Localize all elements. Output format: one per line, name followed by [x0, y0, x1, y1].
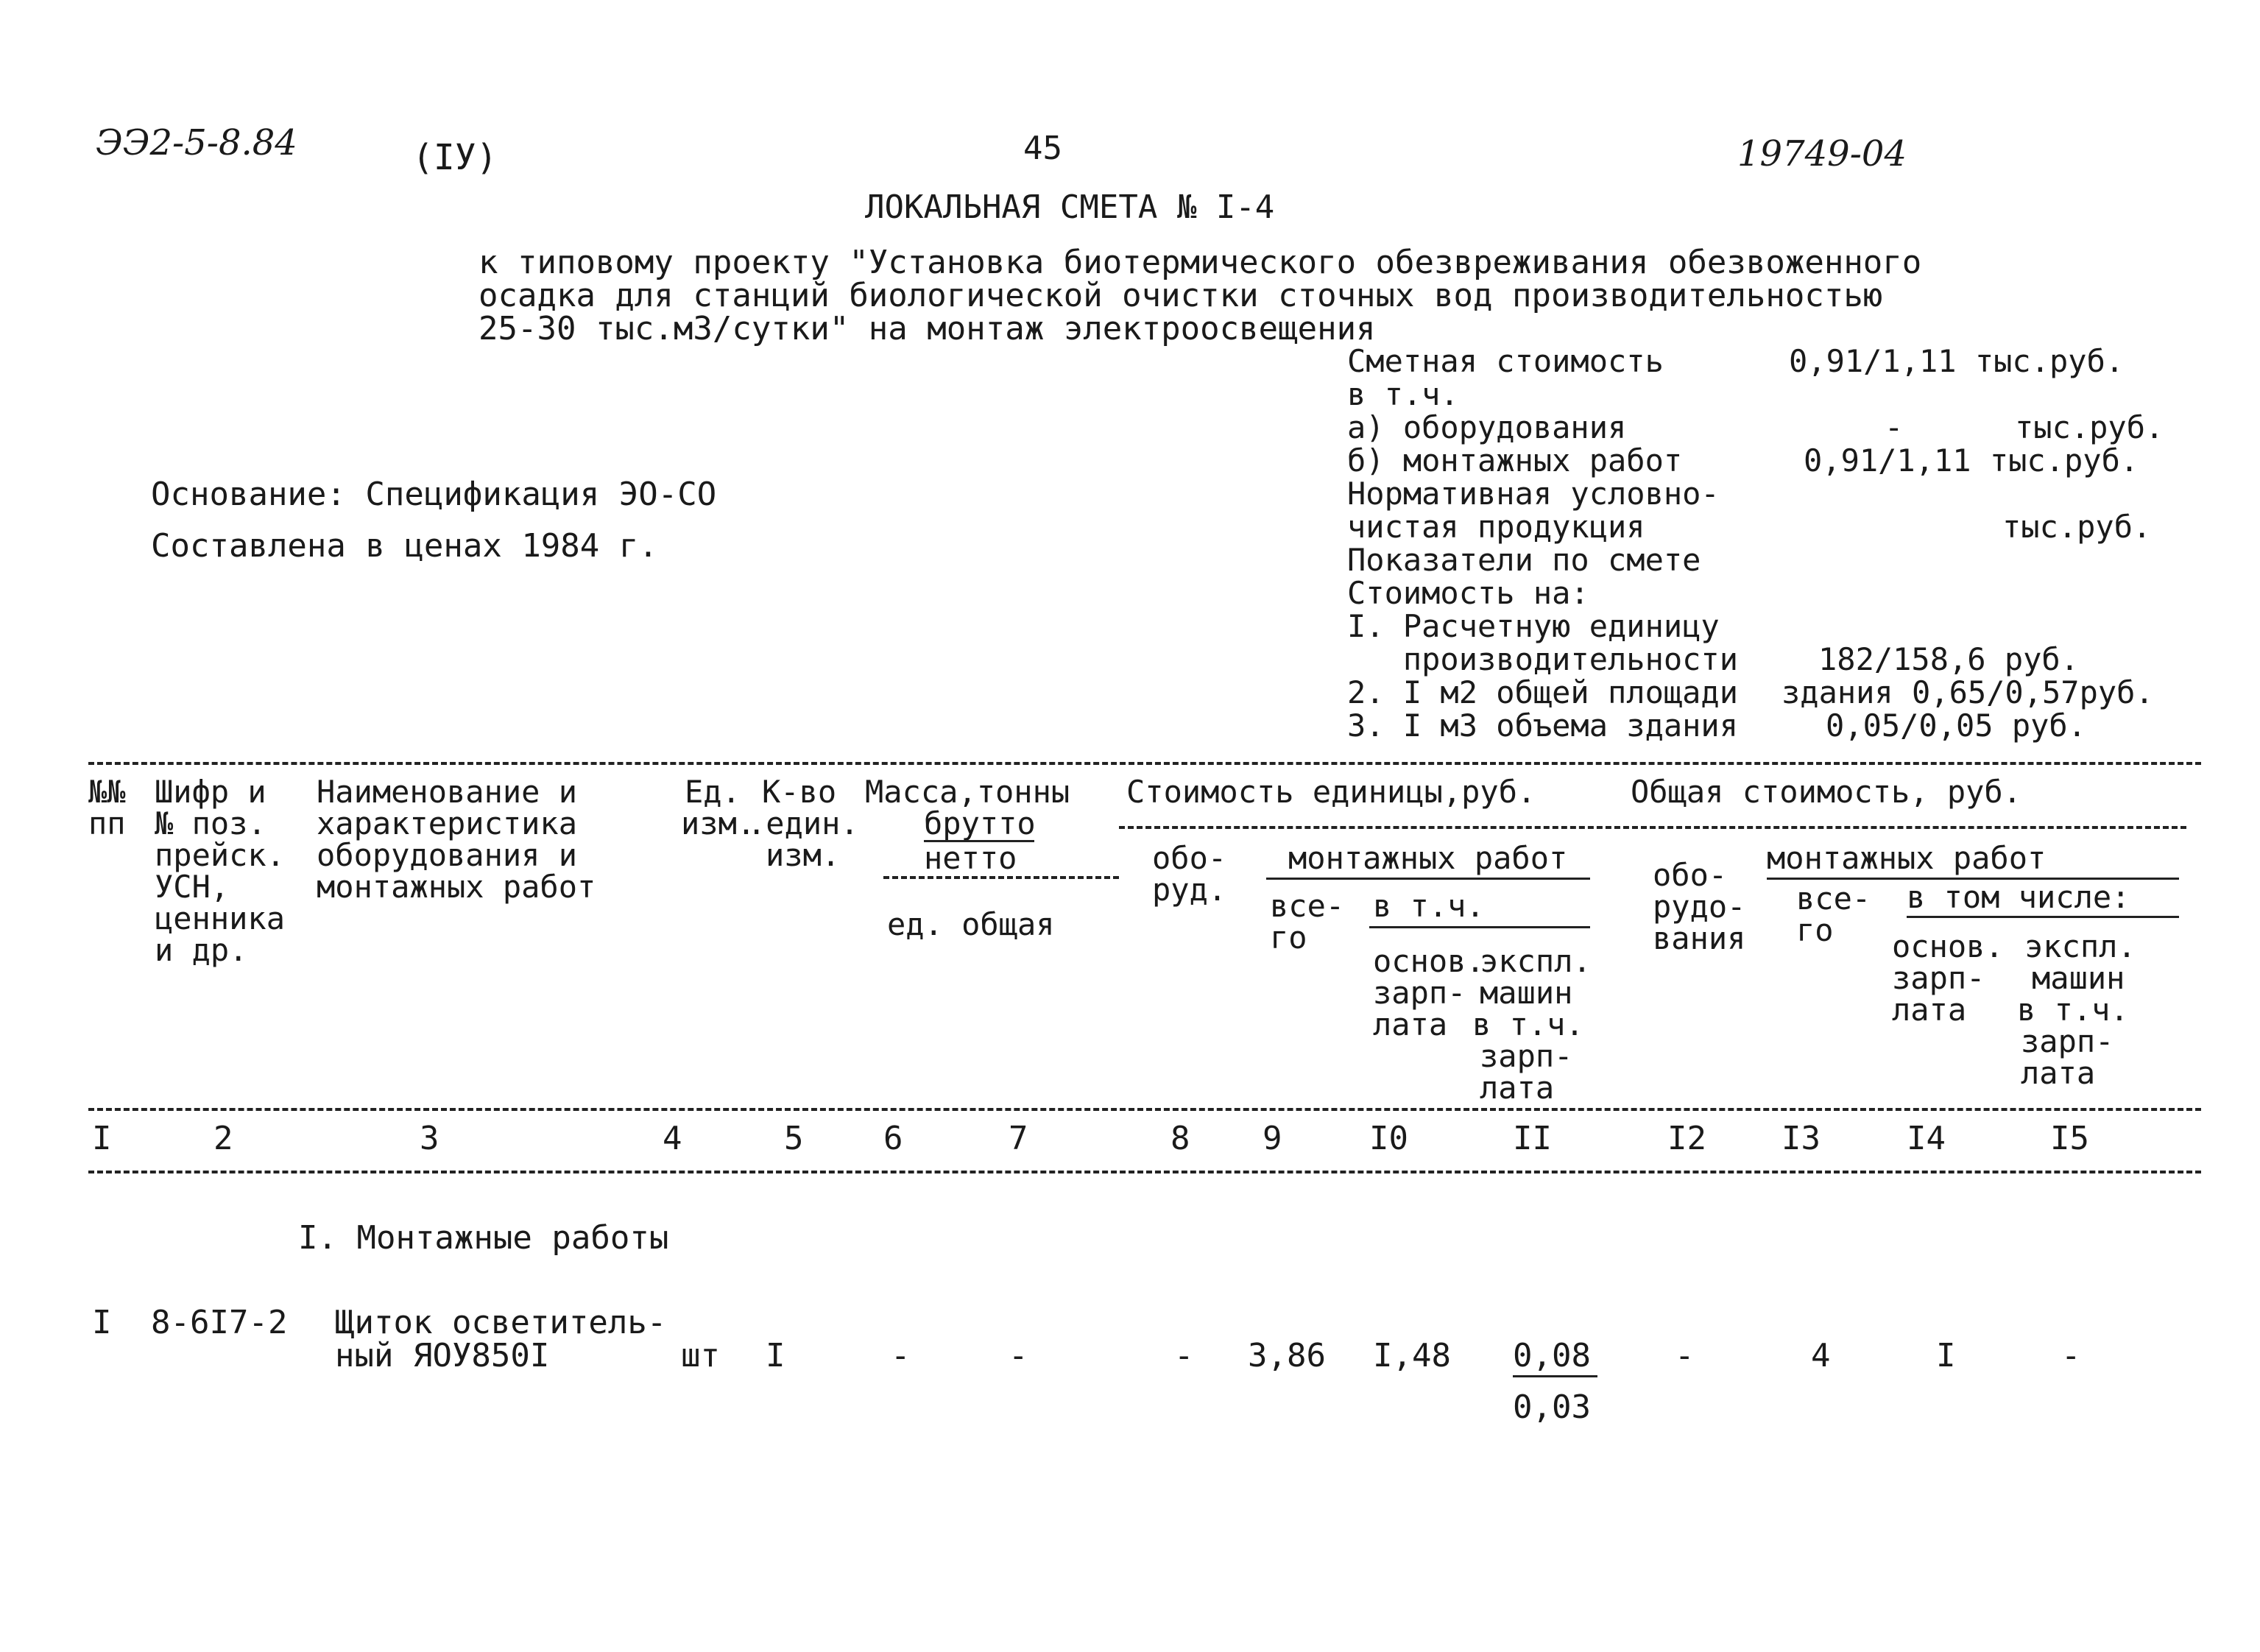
column-number: 9 [1263, 1120, 1282, 1157]
header-equip-total: рудо- [1653, 889, 1746, 925]
header-col2: прейск. [155, 837, 286, 873]
numbers-bottom-rule [88, 1171, 2201, 1173]
header-col4: изм. [681, 805, 756, 841]
header-mach-unit: в т.ч. [1472, 1006, 1584, 1042]
document-title: ЛОКАЛЬНАЯ СМЕТА № I-4 [865, 188, 1275, 226]
header-total-total: все- [1796, 880, 1871, 917]
row-base-wage: I,48 [1373, 1337, 1451, 1374]
column-number: 2 [213, 1120, 233, 1157]
row-number: I [92, 1304, 112, 1341]
header-col2: УСН, [155, 869, 230, 905]
column-number: I4 [1907, 1120, 1946, 1157]
header-mach-total: экспл. [2024, 928, 2136, 964]
header-mass: Масса,тонны [865, 774, 1070, 810]
column-number: 3 [420, 1120, 439, 1157]
header-equip-unit: руд. [1152, 872, 1227, 908]
header-base-wage-unit: лата [1373, 1006, 1448, 1042]
header-mach-total: лата [2021, 1055, 2096, 1091]
summary-label: в т.ч. [1347, 376, 1459, 412]
header-col5: К-во [762, 774, 837, 810]
prices-line: Составлена в ценах 1984 г. [151, 527, 658, 565]
header-base-wage-total: зарп- [1892, 960, 1985, 996]
summary-label: а) оборудования [1347, 409, 1627, 445]
row-total-total: 4 [1811, 1337, 1831, 1374]
header-incl-total: в том числе: [1907, 879, 2130, 915]
column-number: I0 [1369, 1120, 1408, 1157]
header-mach-unit: экспл. [1480, 943, 1592, 979]
header-base-wage-total: лата [1892, 992, 1967, 1028]
header-base-wage-total: основ. [1892, 928, 2004, 964]
incl-total-underline [1907, 916, 2179, 918]
row-total: 3,86 [1248, 1337, 1326, 1374]
column-number: 5 [784, 1120, 804, 1157]
summary-label: 3. I м3 объема здания [1347, 707, 1739, 744]
row-code: 8-6I7-2 [151, 1304, 288, 1341]
column-number: 6 [883, 1120, 903, 1157]
header-bottom-rule [88, 1108, 2201, 1111]
row-name: Щиток осветитель- [335, 1304, 667, 1341]
header-total-cost: Общая стоимость, руб. [1631, 774, 2022, 810]
column-number: I5 [2050, 1120, 2089, 1157]
header-mount-total: монтажных работ [1767, 840, 2047, 876]
summary-label: чистая продукция [1347, 509, 1645, 545]
mount-unit-underline [1266, 878, 1590, 880]
header-mach-unit: машин [1480, 975, 1573, 1011]
section-mark: (IУ) [412, 137, 498, 178]
header-total-total: го [1796, 912, 1834, 948]
summary-label: производительности [1347, 641, 1739, 677]
column-number: I2 [1667, 1120, 1706, 1157]
column-number: I3 [1781, 1120, 1821, 1157]
header-incl-unit: в т.ч. [1373, 888, 1485, 924]
header-mach-total: зарп- [2021, 1023, 2114, 1059]
column-number: 7 [1009, 1120, 1028, 1157]
summary-label: б) монтажных работ [1347, 442, 1683, 479]
header-unit-cost: Стоимость единицы,руб. [1126, 774, 1536, 810]
header-base-wage-unit: зарп- [1373, 975, 1466, 1011]
header-total-unit: го [1270, 919, 1307, 956]
header-mass-unit: ед. общая [887, 906, 1055, 942]
row-mach-wage: 0,03 [1513, 1388, 1591, 1426]
header-col3: Наименование и [317, 774, 578, 810]
header-col2: Шифр и [155, 774, 266, 810]
row-mass-total: - [1009, 1337, 1028, 1374]
header-col2: ценника [155, 900, 286, 936]
summary-label: Стоимость на: [1347, 575, 1589, 611]
column-number: II [1513, 1120, 1552, 1157]
header-equip-total: вания [1653, 920, 1746, 956]
header-col3: характеристика [317, 805, 578, 841]
header-netto: нетто [924, 840, 1017, 876]
header-col2: и др. [155, 932, 248, 968]
summary-value: - тыс.руб. [1885, 409, 2164, 445]
header-col1: №№ [88, 774, 126, 810]
summary-value: тыс.руб. [2002, 509, 2152, 545]
row-name: ный ЯОУ850I [335, 1337, 550, 1374]
section-title: I. Монтажные работы [298, 1219, 669, 1257]
table-top-rule [88, 762, 2201, 765]
header-equip-total: обо- [1653, 857, 1728, 893]
row-qty: I [766, 1337, 785, 1374]
summary-label: Показатели по смете [1347, 542, 1701, 578]
header-col4: Ед. [685, 774, 741, 810]
column-number: 4 [663, 1120, 682, 1157]
summary-value: 182/158,6 руб. [1818, 641, 2080, 677]
header-col5: .един. [747, 805, 859, 841]
header-mach-unit: лата [1480, 1070, 1555, 1106]
header-base-wage-unit: основ. [1373, 943, 1485, 979]
summary-value: 0,05/0,05 руб. [1826, 707, 2087, 744]
incl-unit-underline [1369, 926, 1590, 928]
document-number: 19749-04 [1737, 133, 1907, 174]
row-unit: шт [681, 1337, 720, 1374]
header-col3: оборудования и [317, 837, 578, 873]
column-number: 8 [1170, 1120, 1190, 1157]
column-number: I [92, 1120, 112, 1157]
basis-line: Основание: Спецификация ЭО-СО [151, 476, 717, 513]
page-number: 45 [1023, 130, 1062, 167]
row-mach: 0,08 [1513, 1337, 1591, 1374]
header-total-unit: все- [1270, 888, 1345, 924]
subtitle-line-3: 25-30 тыс.м3/сутки" на монтаж электроосвещения [479, 310, 1376, 347]
summary-value: 0,91/1,11 тыс.руб. [1789, 343, 2125, 379]
subtitle-line-1: к типовому проекту "Установка биотермического обезвреживания обезвоженного [479, 244, 1922, 281]
subtitle-line-2: осадка для станций биологической очистки сточных вод производительностью [479, 277, 1883, 314]
header-mach-total: машин [2032, 960, 2125, 996]
row-mass-unit: - [891, 1337, 911, 1374]
row-equip-total: - [1675, 1337, 1695, 1374]
summary-label: Нормативная условно- [1347, 476, 1720, 512]
mach-fraction-line [1513, 1375, 1597, 1377]
header-mount-unit: монтажных работ [1288, 840, 1568, 876]
header-col2: № поз. [155, 805, 266, 841]
row-mach-total: - [2061, 1337, 2081, 1374]
header-col5: изм. [766, 837, 841, 873]
header-mach-unit: зарп- [1480, 1038, 1573, 1074]
header-mach-total: в т.ч. [2017, 992, 2129, 1028]
project-code: ЭЭ2-5-8.84 [96, 122, 297, 163]
row-equip: - [1174, 1337, 1194, 1374]
cost-group-rule [1119, 826, 2186, 829]
summary-value: 0,91/1,11 тыс.руб. [1804, 442, 2139, 479]
summary-label: I. Расчетную единицу [1347, 608, 1720, 644]
header-col1: пп [88, 805, 126, 841]
summary-label: 2. I м2 общей площади [1347, 674, 1739, 710]
row-base-wage-total: I [1936, 1337, 1956, 1374]
mass-rule [883, 876, 1119, 879]
header-col3: монтажных работ [317, 869, 596, 905]
summary-label: Сметная стоимость [1347, 343, 1664, 379]
header-brutto: брутто [924, 805, 1036, 841]
summary-value: здания 0,65/0,57руб. [1781, 674, 2154, 710]
header-equip-unit: обо- [1152, 840, 1227, 876]
